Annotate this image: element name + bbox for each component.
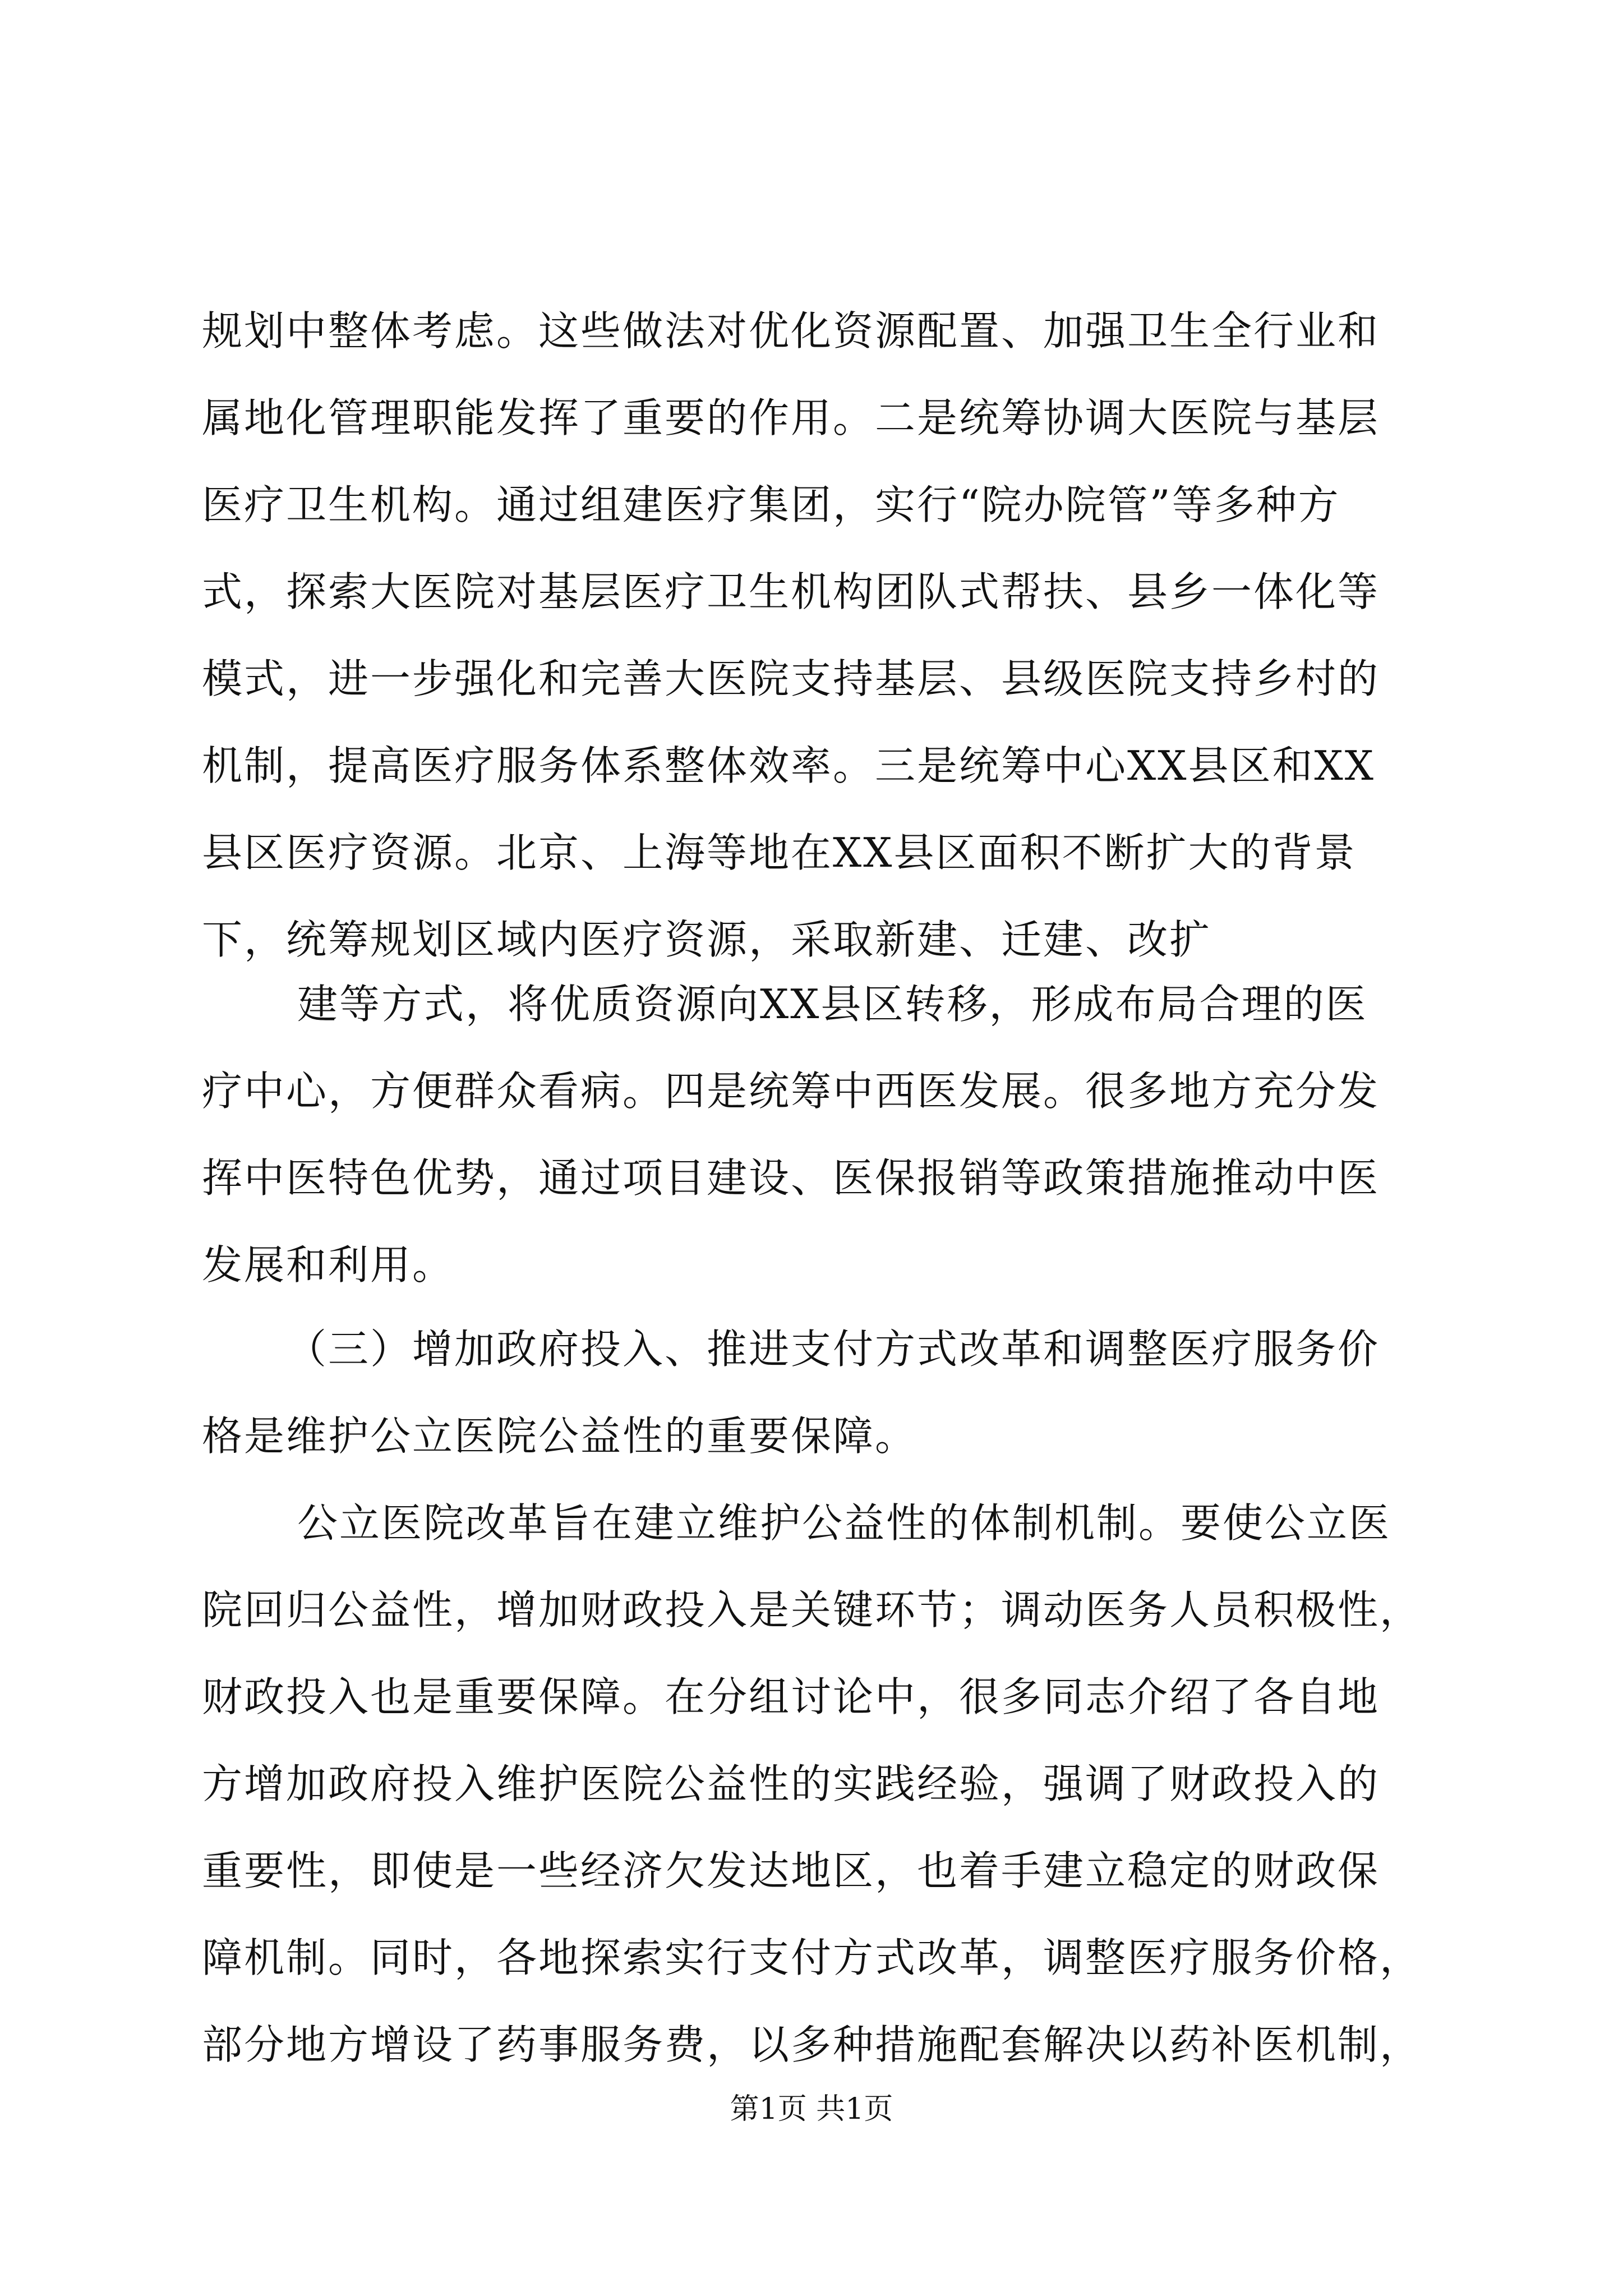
- text-line-4: 式，探索大医院对基层医疗卫生机构团队式帮扶、县乡一体化等: [202, 568, 1380, 615]
- text-line-19: 重要性，即使是一些经济欠发达地区，也着手建立稳定的财政保: [202, 1847, 1380, 1894]
- text-line-8: 下，统筹规划区域内医疗资源，采取新建、迁建、改扩: [202, 916, 1212, 963]
- text-line-2: 属地化管理职能发挥了重要的作用。二是统筹协调大医院与基层: [202, 394, 1380, 441]
- text-line-11: 挥中医特色优势，通过项目建设、医保报销等政策措施推动中医: [202, 1154, 1380, 1202]
- text-line-3: 医疗卫生机构。通过组建医疗集团，实行“院办院管”等多种方: [202, 481, 1340, 528]
- text-line-9: 建等方式，将优质资源向XX县区转移，形成布局合理的医: [297, 981, 1368, 1028]
- text-line-18: 方增加政府投入维护医院公益性的实践经验，强调了财政投入的: [202, 1760, 1380, 1807]
- text-line-17: 财政投入也是重要保障。在分组讨论中，很多同志介绍了各自地: [202, 1673, 1380, 1720]
- page-footer: 第1页 共1页: [730, 2092, 893, 2126]
- text-line-16: 院回归公益性，增加财政投入是关键环节；调动医务人员积极性，: [202, 1586, 1422, 1634]
- section-heading-line-1: （三）增加政府投入、推进支付方式改革和调整医疗服务价: [286, 1326, 1380, 1373]
- text-line-5: 模式，进一步强化和完善大医院支持基层、县级医院支持乡村的: [202, 655, 1380, 702]
- text-line-6: 机制，提高医疗服务体系整体效率。三是统筹中心XX县区和XX: [202, 742, 1376, 789]
- text-line-10: 疗中心，方便群众看病。四是统筹中西医发展。很多地方充分发: [202, 1068, 1380, 1115]
- text-line-1: 规划中整体考虑。这些做法对优化资源配置、加强卫生全行业和: [202, 307, 1380, 355]
- text-line-20: 障机制。同时，各地探索实行支付方式改革，调整医疗服务价格，: [202, 1934, 1422, 1981]
- text-line-7: 县区医疗资源。北京、上海等地在XX县区面积不断扩大的背景: [202, 829, 1357, 876]
- text-line-21: 部分地方增设了药事服务费，以多种措施配套解决以药补医机制，: [202, 2021, 1422, 2068]
- text-line-12: 发展和利用。: [202, 1241, 455, 1289]
- text-line-15: 公立医院改革旨在建立维护公益性的体制机制。要使公立医: [297, 1499, 1391, 1547]
- section-heading-line-2: 格是维护公立医院公益性的重要保障。: [202, 1412, 917, 1460]
